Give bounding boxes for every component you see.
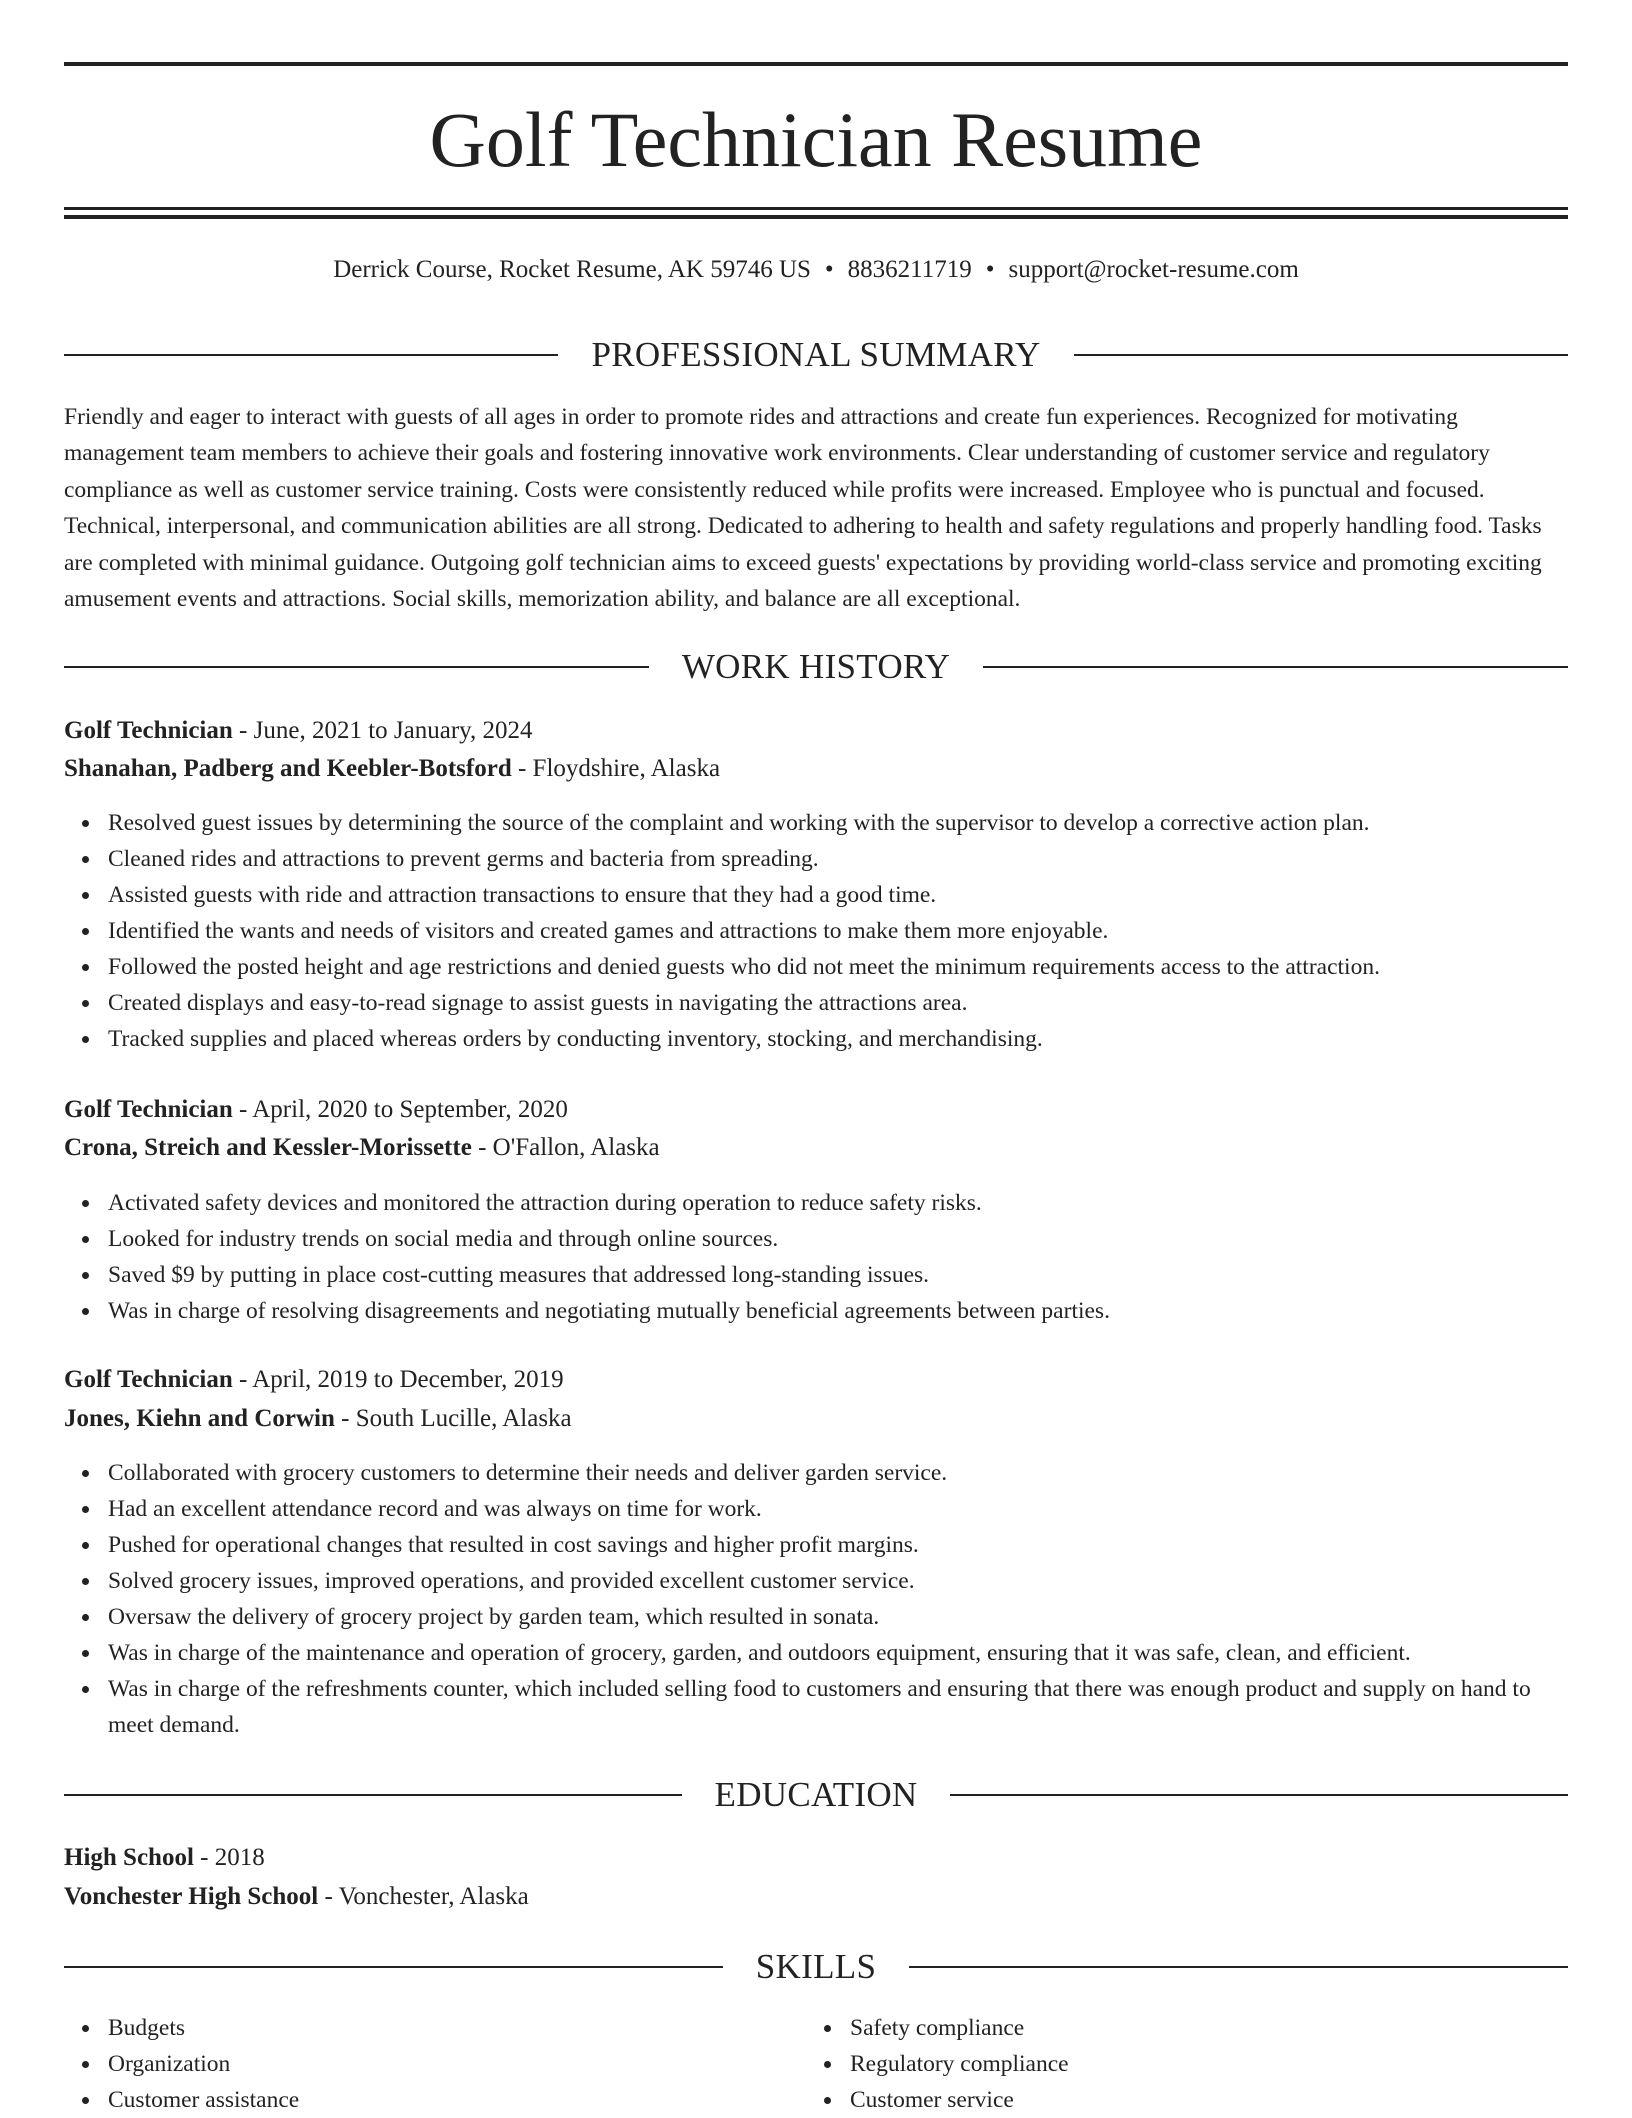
list-item: Resolved guest issues by determining the source of the complaint and working with the supervisor to develop a corrective action plan. xyxy=(108,805,1568,841)
heading-rule xyxy=(64,1794,682,1796)
resume-title: Golf Technician Resume xyxy=(429,96,1203,183)
job-company: Shanahan, Padberg and Keebler-Botsford xyxy=(64,755,512,782)
job-duties-list xyxy=(64,1185,1568,1329)
contact-line xyxy=(64,252,1568,288)
job-location: - Floydshire, Alaska xyxy=(511,755,721,782)
skill-item: Organization xyxy=(108,2046,764,2082)
job-dates: - June, 2021 to January, 2024 xyxy=(232,717,533,744)
title-rule-upper xyxy=(64,207,1568,210)
skill-item: Safety compliance xyxy=(850,2010,1506,2046)
section-title: SKILLS xyxy=(755,1947,877,1986)
skill-item: Budgets xyxy=(108,2010,764,2046)
heading-rule xyxy=(64,666,649,668)
job-title: Golf Technician xyxy=(64,717,233,744)
list-item: Was in charge of the maintenance and operation of grocery, garden, and outdoors equipment, ensuring that it was safe, clean, and efficient. xyxy=(108,1635,1568,1671)
job-company: Jones, Kiehn and Corwin xyxy=(64,1405,335,1432)
section-title: PROFESSIONAL SUMMARY xyxy=(591,335,1041,374)
education-school-line xyxy=(64,1879,1568,1915)
contact-separator: • xyxy=(824,256,834,283)
education-degree: High School xyxy=(64,1844,194,1871)
contact-email: support@rocket-resume.com xyxy=(1008,256,1299,283)
contact-separator: • xyxy=(985,256,995,283)
section-title: EDUCATION xyxy=(714,1775,918,1814)
contact-phone: 8836211719 xyxy=(847,256,972,283)
job-company-line xyxy=(64,1130,1568,1166)
job-company-line xyxy=(64,751,1568,787)
heading-rule xyxy=(64,354,558,356)
job-duties-list xyxy=(64,805,1568,1057)
section-heading-skills xyxy=(64,1945,1568,1989)
education-school: Vonchester High School xyxy=(64,1883,319,1910)
list-item: Cleaned rides and attractions to prevent germs and bacteria from spreading. xyxy=(108,841,1568,877)
job-company: Crona, Streich and Kessler-Morissette xyxy=(64,1134,472,1161)
section-heading-summary xyxy=(64,333,1568,377)
list-item: Solved grocery issues, improved operations, and provided excellent customer service. xyxy=(108,1563,1568,1599)
summary-paragraph: Friendly and eager to interact with guests of all ages in order to promote rides and attractions and create fun experiences. Recognized for motivating management team members to achieve their goals and fostering innovative work environments. Clear understanding of customer service and regulatory compliance as well as customer service training. Costs were consistently reduced while profits were increased. Employee who is punctual and focused. Technical, interpersonal, and communication abilities are all strong. Dedicated to adhering to health and safety regulations and properly handling food. Tasks are completed with minimal guidance. Outgoing golf technician aims to exceed guests' expectations by providing world-class service and promoting exciting amusement events and attractions. Social skills, memorization ability, and balance are all exceptional. xyxy=(64,404,1542,613)
list-item: Was in charge of the refreshments counter, which included selling food to customers and ensuring that there was enough product and supply on hand to meet demand. xyxy=(108,1671,1568,1743)
list-item: Had an excellent attendance record and was always on time for work. xyxy=(108,1491,1568,1527)
list-item: Looked for industry trends on social media and through online sources. xyxy=(108,1221,1568,1257)
heading-rule xyxy=(950,1794,1568,1796)
education-location: - Vonchester, Alaska xyxy=(318,1883,529,1910)
heading-rule xyxy=(64,1966,723,1968)
list-item: Assisted guests with ride and attraction transactions to ensure that they had a good time. xyxy=(108,877,1568,913)
skill-item: Regulatory compliance xyxy=(850,2046,1506,2082)
list-item: Was in charge of resolving disagreements and negotiating mutually beneficial agreements between parties. xyxy=(108,1293,1568,1329)
skills-column-right xyxy=(806,2010,1506,2118)
education-year: - 2018 xyxy=(193,1844,265,1871)
section-heading-work-history xyxy=(64,645,1568,689)
title-rule-lower xyxy=(64,215,1568,219)
list-item: Created displays and easy-to-read signage to assist guests in navigating the attractions area. xyxy=(108,985,1568,1021)
job-title: Golf Technician xyxy=(64,1096,233,1123)
list-item: Activated safety devices and monitored the attraction during operation to reduce safety risks. xyxy=(108,1185,1568,1221)
job-location: - South Lucille, Alaska xyxy=(334,1405,572,1432)
list-item: Identified the wants and needs of visitors and created games and attractions to make them more enjoyable. xyxy=(108,913,1568,949)
list-item: Followed the posted height and age restrictions and denied guests who did not meet the minimum requirements access to the attraction. xyxy=(108,949,1568,985)
list-item: Saved $9 by putting in place cost-cutting measures that addressed long-standing issues. xyxy=(108,1257,1568,1293)
job-dates: - April, 2019 to December, 2019 xyxy=(232,1366,564,1393)
section-title: WORK HISTORY xyxy=(681,647,951,686)
job-title-line xyxy=(64,713,1568,749)
job-title-line xyxy=(64,1092,1568,1128)
skills-column-left xyxy=(64,2010,764,2118)
section-heading-education xyxy=(64,1773,1568,1817)
job-duties-list xyxy=(64,1455,1568,1743)
list-item: Pushed for operational changes that resulted in cost savings and higher profit margins. xyxy=(108,1527,1568,1563)
job-dates: - April, 2020 to September, 2020 xyxy=(232,1096,568,1123)
job-company-line xyxy=(64,1401,1568,1437)
job-title: Golf Technician xyxy=(64,1366,233,1393)
skills-list xyxy=(806,2010,1506,2118)
list-item: Collaborated with grocery customers to determine their needs and deliver garden service. xyxy=(108,1455,1568,1491)
heading-rule xyxy=(909,1966,1568,1968)
top-rule xyxy=(64,62,1568,66)
education-degree-line xyxy=(64,1840,1568,1876)
skill-item: Customer assistance xyxy=(108,2082,764,2118)
skill-item: Customer service xyxy=(850,2082,1506,2118)
heading-rule xyxy=(983,666,1568,668)
skills-list xyxy=(64,2010,764,2118)
job-location: - O'Fallon, Alaska xyxy=(471,1134,660,1161)
list-item: Tracked supplies and placed whereas orders by conducting inventory, stocking, and merchandising. xyxy=(108,1021,1568,1057)
heading-rule xyxy=(1074,354,1568,356)
list-item: Oversaw the delivery of grocery project by garden team, which resulted in sonata. xyxy=(108,1599,1568,1635)
job-title-line xyxy=(64,1362,1568,1398)
contact-address: Derrick Course, Rocket Resume, AK 59746 US xyxy=(333,256,811,283)
